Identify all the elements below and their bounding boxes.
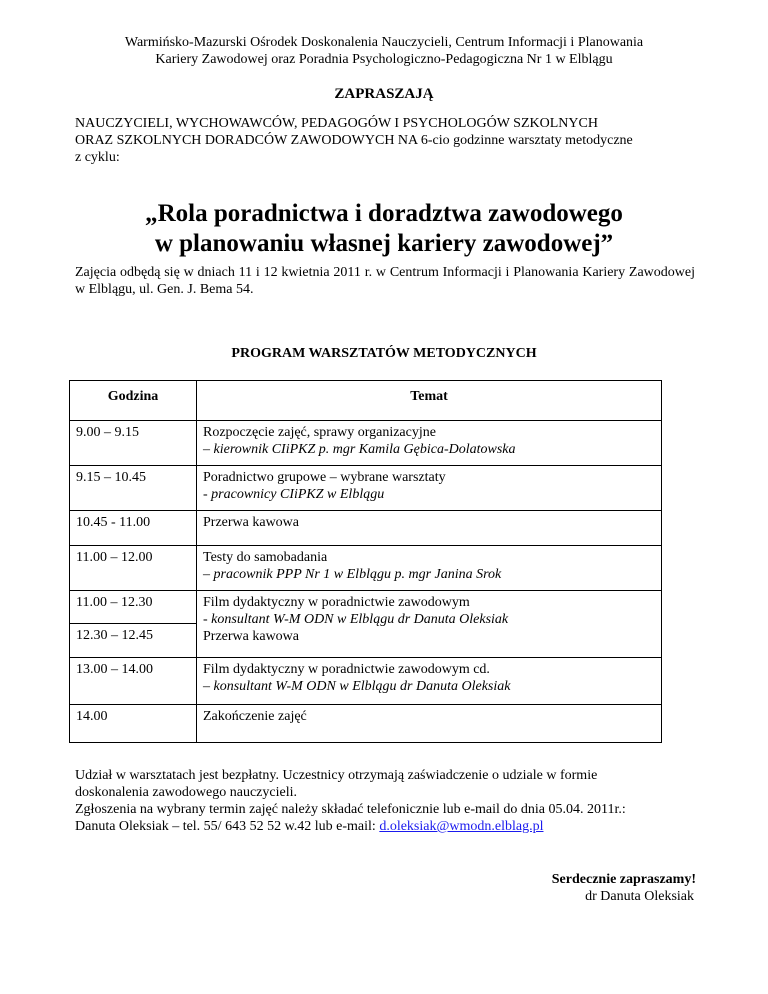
workshop-title (70, 199, 698, 259)
table-row (70, 591, 662, 624)
row-topic-cell (197, 705, 662, 743)
row-time: 10.45 - 11.00 (70, 511, 197, 546)
header-topic: Temat (197, 381, 662, 421)
row-topic-cell (197, 591, 662, 658)
row-time: 12.30 – 12.45 (70, 624, 197, 658)
schedule-table (69, 380, 662, 743)
row-note: – kierownik CIiPKZ p. mgr Kamila Gębica-Dolatowska (203, 442, 516, 457)
row-topic: Poradnictwo grupowe – wybrane warsztaty (203, 470, 446, 485)
invite-heading: ZAPRASZAJĄ (334, 86, 434, 102)
row-time: 11.00 – 12.00 (70, 546, 197, 591)
row-topic-cell (197, 546, 662, 591)
footer-line-1: Udział w warsztatach jest bezpłatny. Uczestnicy otrzymają zaświadczenie o udziale w formie (75, 768, 598, 783)
table-row (70, 546, 662, 591)
row-time: 9.00 – 9.15 (70, 421, 197, 466)
row-topic: Rozpoczęcie zajęć, sprawy organizacyjne (203, 425, 436, 440)
audience-line-2: ORAZ SZKOLNYCH DORADCÓW ZAWODOWYCH NA 6-cio godzinne warsztaty metodyczne (75, 133, 633, 148)
header-line-2: Kariery Zawodowej oraz Poradnia Psychologiczno-Pedagogiczna Nr 1 w Elblągu (155, 52, 613, 67)
audience-line-3: z cyklu: (75, 150, 120, 165)
row-topic-cell (197, 466, 662, 511)
program-heading: PROGRAM WARSZTATÓW METODYCZNYCH (231, 346, 537, 361)
email-link[interactable]: d.oleksiak@wmodn.elblag.pl (379, 819, 544, 834)
table-row (70, 466, 662, 511)
row-topic: Film dydaktyczny w poradnictwie zawodowym (203, 595, 470, 610)
row-time: 9.15 – 10.45 (70, 466, 197, 511)
footer-line-4 (75, 818, 705, 835)
title-line-2: w planowaniu własnej kariery zawodowej” (154, 230, 614, 257)
table-row (70, 421, 662, 466)
row-note: - konsultant W-M ODN w Elblągu dr Danuta Oleksiak (203, 612, 509, 627)
footer-line-2: doskonalenia zawodowego nauczycieli. (75, 785, 297, 800)
contact-text: Danuta Oleksiak – tel. 55/ 643 52 52 w.42 lub e-mail: (75, 819, 380, 834)
row-topic: Film dydaktyczny w poradnictwie zawodowym cd. (203, 662, 490, 677)
row-topic: Przerwa kawowa (203, 629, 300, 644)
table-row (70, 705, 662, 743)
footer-info (75, 767, 705, 835)
row-time: 11.00 – 12.30 (70, 591, 197, 624)
row-note: – konsultant W-M ODN w Elblągu dr Danuta Oleksiak (203, 679, 511, 694)
table-row (70, 658, 662, 705)
row-topic-cell (197, 421, 662, 466)
signature: dr Danuta Oleksiak (585, 889, 694, 904)
closing-greeting: Serdecznie zapraszamy! (551, 872, 696, 887)
footer-line-3: Zgłoszenia na wybrany termin zajęć należy składać telefonicznie lub e-mail do dnia 05.04. 2011r.: (75, 802, 626, 817)
title-line-1: „Rola poradnictwa i doradztwa zawodowego (145, 200, 623, 227)
header-line-1: Warmińsko-Mazurski Ośrodek Doskonalenia Nauczycieli, Centrum Informacji i Planowania (124, 35, 644, 50)
audience-line-1: NAUCZYCIELI, WYCHOWAWCÓW, PEDAGOGÓW I PSYCHOLOGÓW SZKOLNYCH (75, 116, 598, 131)
table-row (70, 511, 662, 546)
closing-block (552, 871, 696, 905)
row-note: – pracownik PPP Nr 1 w Elblągu p. mgr Janina Srok (203, 567, 502, 582)
row-time: 14.00 (70, 705, 197, 743)
organizer-header (70, 34, 698, 68)
table-header-row (70, 381, 662, 421)
row-topic-cell (197, 658, 662, 705)
row-topic: Przerwa kawowa (203, 515, 300, 530)
row-time: 13.00 – 14.00 (70, 658, 197, 705)
row-topic: Zakończenie zajęć (203, 709, 307, 724)
row-topic-cell (197, 511, 662, 546)
intro-paragraph: Zajęcia odbędą się w dniach 11 i 12 kwietnia 2011 r. w Centrum Informacji i Planowania Kariery Zawodowej w Elblągu, ul. Gen. J. Bema 54. (75, 265, 695, 297)
header-time: Godzina (70, 381, 197, 421)
row-note: - pracownicy CIiPKZ w Elblągu (203, 487, 385, 502)
audience-text (75, 115, 705, 166)
row-topic: Testy do samobadania (203, 550, 328, 565)
